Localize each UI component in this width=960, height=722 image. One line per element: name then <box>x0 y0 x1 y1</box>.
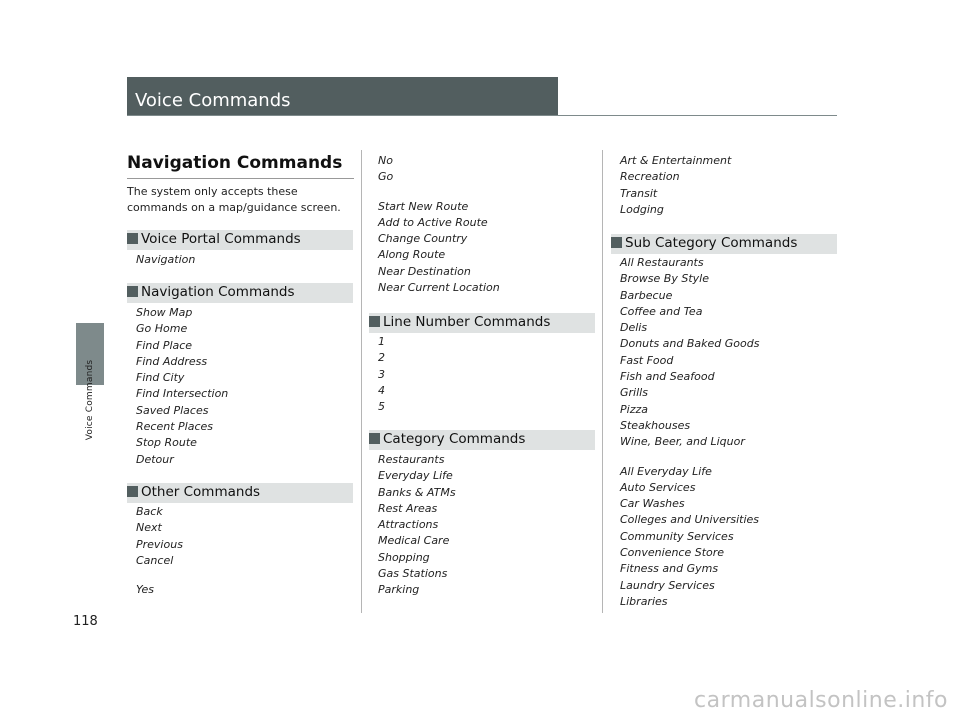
list-item: Art & Entertainment <box>620 154 732 167</box>
list-item: Previous <box>136 537 183 551</box>
voice-portal-heading <box>127 230 353 250</box>
chapter-title: Voice Commands <box>135 90 291 111</box>
list-item: Stop Route <box>136 436 197 450</box>
page-number: 118 <box>73 614 98 629</box>
list-item: 2 <box>378 351 385 365</box>
side-tab-label: Voice Commands <box>85 359 95 441</box>
list-item: Libraries <box>620 594 668 608</box>
list-item: All Everyday Life <box>620 464 712 478</box>
list-item: Find Intersection <box>136 387 229 401</box>
list-item: Near Current Location <box>378 281 500 295</box>
list-item: Recent Places <box>136 420 213 434</box>
list-item: Along Route <box>378 248 446 262</box>
section-title: Navigation Commands <box>127 153 343 173</box>
list-item: Saved Places <box>136 403 209 417</box>
line-number-heading-text: Line Number Commands <box>383 314 551 330</box>
line-number-list <box>378 334 385 415</box>
list-item: Coffee and Tea <box>620 304 703 318</box>
square-bullet-icon <box>369 316 380 327</box>
list-item: Grills <box>620 386 648 400</box>
voice-portal-heading-text: Voice Portal Commands <box>141 231 301 247</box>
list-item: Transit <box>620 186 658 200</box>
list-item: Back <box>136 505 163 518</box>
list-item: Fast Food <box>620 353 674 367</box>
list-item: Navigation <box>136 253 196 266</box>
list-item: Lodging <box>620 202 664 216</box>
list-item: Wine, Beer, and Liquor <box>620 435 745 449</box>
list-item: Donuts and Baked Goods <box>620 337 760 351</box>
list-item: Find Address <box>136 354 208 368</box>
list-item: Parking <box>378 583 420 597</box>
other-heading-text: Other Commands <box>141 484 261 500</box>
list-item: Laundry Services <box>620 578 715 592</box>
list-item: Find City <box>136 371 185 385</box>
list-item: 3 <box>378 367 385 381</box>
section-rule <box>127 178 354 179</box>
square-bullet-icon <box>611 237 622 248</box>
list-item: Auto Services <box>620 480 696 494</box>
line-number-heading <box>369 313 595 333</box>
column-divider <box>602 150 603 613</box>
square-bullet-icon <box>127 286 138 297</box>
chapter-banner <box>127 77 558 115</box>
navigation-heading-text: Navigation Commands <box>141 284 295 300</box>
list-item: Find Place <box>136 338 193 352</box>
list-item: Colleges and Universities <box>620 513 759 527</box>
list-item: Banks & ATMs <box>378 485 456 499</box>
list-item: All Restaurants <box>620 256 704 269</box>
list-item: Start New Route <box>378 199 469 213</box>
list-item: Pizza <box>620 402 648 416</box>
sub-category-list <box>620 255 759 610</box>
list-item: Change Country <box>378 232 468 246</box>
list-item: 4 <box>378 383 385 397</box>
list-item: Everyday Life <box>378 469 453 483</box>
list-item: Barbecue <box>620 288 673 302</box>
list-item: No <box>378 154 393 167</box>
list-item: Medical Care <box>378 534 450 548</box>
list-item: Show Map <box>136 306 193 319</box>
list-item: Yes <box>136 583 155 597</box>
list-item: Community Services <box>620 529 734 543</box>
list-item: Recreation <box>620 170 680 184</box>
list-item: 5 <box>378 400 385 414</box>
column-divider <box>361 150 362 613</box>
list-item: Gas Stations <box>378 567 448 581</box>
other-list <box>136 504 183 598</box>
list-item: Go <box>378 170 394 184</box>
list-item: Fish and Seafood <box>620 370 715 384</box>
watermark: carmanualsonline.info <box>694 688 948 713</box>
list-item: Convenience Store <box>620 546 725 560</box>
list-item: Steakhouses <box>620 418 691 432</box>
square-bullet-icon <box>127 486 138 497</box>
square-bullet-icon <box>127 233 138 244</box>
list-item: Browse By Style <box>620 272 709 286</box>
list-item: Delis <box>620 321 648 335</box>
sub-category-heading-text: Sub Category Commands <box>625 235 798 251</box>
section-intro: The system only accepts these commands on a map/guidance screen. <box>127 185 341 214</box>
list-item: Rest Areas <box>378 501 438 515</box>
list-item: Add to Active Route <box>378 215 488 229</box>
navigation-list <box>136 305 228 468</box>
category-heading <box>369 430 595 450</box>
category-heading-text: Category Commands <box>383 431 526 447</box>
navigation-heading <box>127 283 353 303</box>
list-item: Near Destination <box>378 264 471 278</box>
list-item: Attractions <box>378 518 439 532</box>
list-item: Detour <box>136 452 174 466</box>
banner-rule <box>127 115 837 116</box>
square-bullet-icon <box>369 433 380 444</box>
other-heading <box>127 483 353 503</box>
list-item: Fitness and Gyms <box>620 562 719 576</box>
continued-category-list <box>620 153 731 218</box>
list-item: Restaurants <box>378 453 445 466</box>
continued-other-list <box>378 153 500 296</box>
list-item: Next <box>136 521 162 535</box>
category-list <box>378 452 456 599</box>
voice-portal-list <box>136 252 195 268</box>
sub-category-heading <box>611 234 837 254</box>
list-item: Go Home <box>136 322 188 336</box>
list-item: Cancel <box>136 553 174 567</box>
list-item: Car Washes <box>620 497 685 511</box>
list-item: 1 <box>378 335 385 348</box>
list-item: Shopping <box>378 550 430 564</box>
